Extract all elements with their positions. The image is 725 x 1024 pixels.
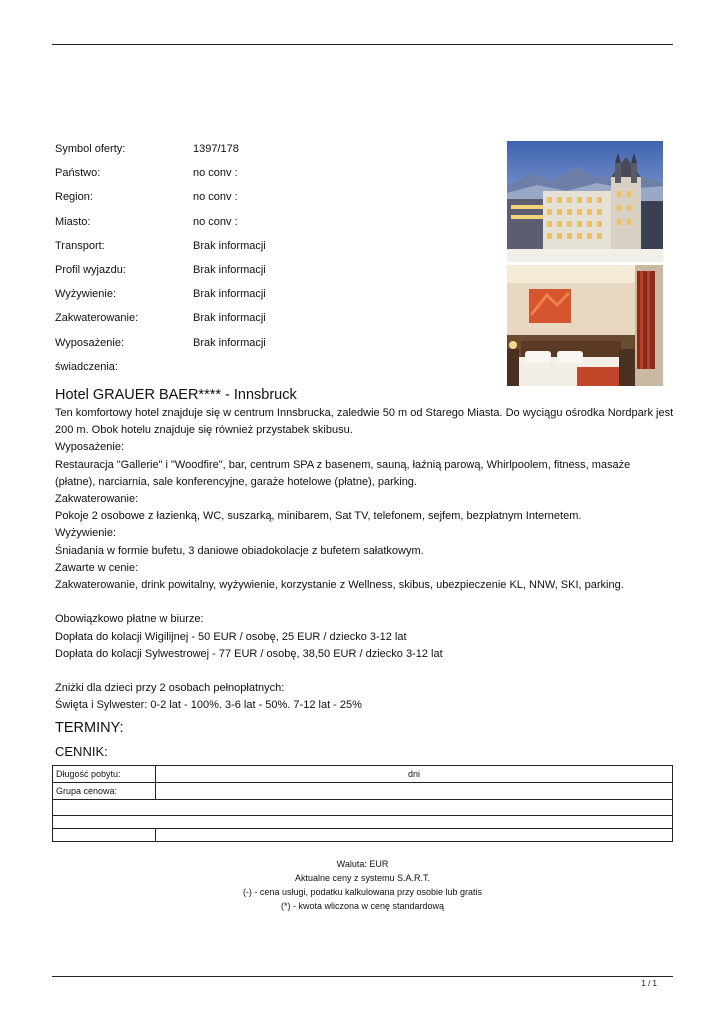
desc-line: Święta i Sylwester: 0-2 lat - 100%. 3-6 lat - 50%. 7-12 lat - 25% (55, 699, 362, 712)
desc-line: 200 m. Obok hotelu znajduje się również przystabek skibusu. (55, 424, 353, 437)
cennik-heading: CENNIK: (55, 744, 108, 759)
terminy-heading: TERMINY: (55, 720, 124, 736)
spacer (55, 663, 680, 680)
desc-line: Wyżywienie: (55, 527, 117, 540)
price-notes (52, 857, 673, 913)
info-row (55, 166, 495, 190)
info-row (55, 263, 495, 287)
info-row (55, 190, 495, 214)
desc-line: (płatne), narciarnia, sale konferencyjne, garaże hotelowe (płatne), parking. (55, 475, 417, 488)
table-row (53, 766, 673, 783)
info-row (55, 215, 495, 239)
price-group-label: Grupa cenowa: (53, 783, 156, 800)
spacer (55, 594, 680, 611)
info-value: Brak informacji (193, 336, 266, 349)
desc-line: Zakwaterowanie, drink powitalny, wyżywienie, korzystanie z Wellness, skibus, ubezpieczenie KL, NNW, SKI, parking. (55, 579, 624, 592)
info-value: no conv : (193, 215, 238, 228)
info-value: no conv : (193, 191, 238, 204)
table-row (53, 829, 673, 842)
hotel-exterior-illustration (507, 141, 663, 262)
empty-cell (156, 829, 673, 842)
desc-line: Zawarte w cenie: (55, 561, 139, 574)
table-row (53, 816, 673, 829)
header-rule (52, 44, 673, 45)
info-label: Miasto: (55, 215, 91, 228)
info-label: Wyżywienie: (55, 288, 117, 301)
desc-line: Śniadania w formie bufetu, 3 daniowe obiadokolacje z bufetem sałatkowym. (55, 544, 424, 557)
hotel-room-illustration (507, 265, 663, 386)
info-label: Zakwaterowanie: (55, 312, 139, 325)
desc-line: Dopłata do kolacji Sylwestrowej - 77 EUR / osobę, 38,50 EUR / dziecko 3-12 lat (55, 647, 443, 660)
info-label: Państwo: (55, 167, 101, 180)
info-label: Wyposażenie: (55, 336, 124, 349)
table-row (53, 800, 673, 816)
desc-line: Pokoje 2 osobowe z łazienką, WC, suszarką, minibarem, Sat TV, telefonem, sejfem, bezpłatnym Internetem. (55, 510, 582, 523)
hotel-description (55, 405, 680, 715)
note-line: (*) - kwota wliczona w cenę standardową (280, 901, 445, 911)
info-label: Transport: (55, 239, 105, 252)
desc-line: Zakwaterowanie: (55, 493, 139, 506)
info-row (55, 360, 495, 384)
desc-line: Wyposażenie: (55, 441, 124, 454)
info-row (55, 311, 495, 335)
info-value: Brak informacji (193, 312, 266, 325)
info-value: Brak informacji (193, 239, 266, 252)
info-value: Brak informacji (193, 288, 266, 301)
hotel-exterior-photo (507, 141, 663, 262)
desc-line: Obowiązkowo płatne w biurze: (55, 613, 204, 626)
note-line: Waluta: EUR (336, 859, 389, 869)
footer-rule (52, 976, 673, 977)
desc-line: Dopłata do kolacji Wigilijnej - 50 EUR / osobę, 25 EUR / dziecko 3-12 lat (55, 630, 407, 643)
empty-cell (53, 816, 673, 829)
info-row (55, 287, 495, 311)
page-number: 1 / 1 (641, 979, 657, 988)
info-label: Profil wyjazdu: (55, 263, 126, 276)
empty-cell (53, 800, 673, 816)
info-value: 1397/178 (193, 143, 239, 155)
info-row (55, 239, 495, 263)
price-table (52, 765, 673, 842)
info-value: no conv : (193, 167, 238, 180)
desc-line: Zniżki dla dzieci przy 2 osobach pełnopłatnych: (55, 682, 285, 695)
info-row (55, 336, 495, 360)
info-label: Symbol oferty: (55, 143, 126, 155)
offer-info (55, 142, 495, 384)
info-row (55, 142, 495, 166)
price-group-value (156, 783, 673, 800)
desc-line: Ten komfortowy hotel znajduje się w centrum Innsbrucka, zaledwie 50 m od Starego Miasta. Do wyciągu ośrodka Nordpark jest (55, 407, 674, 419)
note-line: (-) - cena usługi, podatku kalkulowana przy osobie lub gratis (242, 887, 483, 897)
stay-length-label: Długość pobytu: (53, 766, 156, 783)
stay-length-value: dni (156, 766, 673, 783)
desc-line: Restauracja "Gallerie" i "Woodfire", bar, centrum SPA z basenem, sauną, łaźnią parową, Whirlpoolem, fitness, masaże (55, 458, 631, 471)
hotel-title: Hotel GRAUER BAER**** - Innsbruck (55, 387, 297, 403)
info-value: Brak informacji (193, 263, 266, 276)
note-line: Aktualne ceny z systemu S.A.R.T. (294, 873, 431, 883)
empty-cell (53, 829, 156, 842)
info-label: świadczenia: (55, 360, 118, 373)
table-row (53, 783, 673, 800)
info-label: Region: (55, 191, 93, 204)
hotel-room-photo (507, 265, 663, 386)
